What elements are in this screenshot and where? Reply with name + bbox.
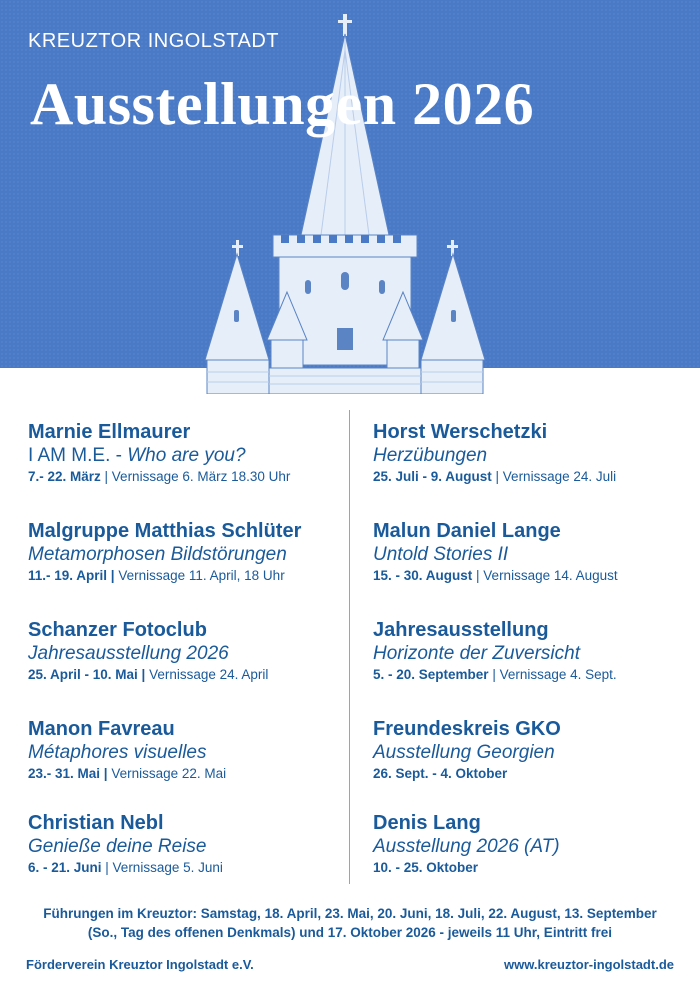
list-item xyxy=(373,420,700,519)
exhibition-dates: 10. - 25. Oktober xyxy=(373,860,479,875)
guided-tours-line-2: (So., Tag des offenen Denkmals) und 17. Oktober 2026 - jeweils 11 Uhr, Eintritt frei xyxy=(87,925,613,940)
organizer-name: Förderverein Kreuztor Ingolstadt e.V. xyxy=(26,957,254,972)
exhibition-dates: 15. - 30. August | Vernissage 14. August xyxy=(373,568,618,583)
exhibition-dates: 26. Sept. - 4. Oktober xyxy=(373,766,508,781)
page-title: Ausstellungen 2026 xyxy=(30,71,535,137)
list-item xyxy=(373,811,700,891)
website-link[interactable]: www.kreuztor-ingolstadt.de xyxy=(504,957,674,972)
guided-tours-note xyxy=(0,904,700,942)
exhibition-title: Horizonte der Zuversicht xyxy=(373,643,580,664)
exhibition-title: Ausstellung 2026 (AT) xyxy=(373,836,560,857)
artist-name: Malun Daniel Lange xyxy=(373,520,561,542)
left-column xyxy=(28,420,358,891)
list-item xyxy=(28,519,358,618)
list-item xyxy=(28,811,358,891)
guided-tours-line-1: Führungen im Kreuztor: Samstag, 18. April, 23. Mai, 20. Juni, 18. Juli, 22. August, 13. September xyxy=(43,906,657,921)
exhibition-title: I AM M.E. - Who are you? xyxy=(28,445,246,466)
right-column xyxy=(373,420,700,891)
exhibition-title: Jahresausstellung 2026 xyxy=(28,643,229,664)
artist-name: Denis Lang xyxy=(373,812,481,834)
exhibition-dates: 11.- 19. April | Vernissage 11. April, 18 Uhr xyxy=(28,568,285,583)
list-item xyxy=(373,717,700,811)
artist-name: Marnie Ellmaurer xyxy=(28,421,191,443)
exhibition-dates: 25. April - 10. Mai | Vernissage 24. April xyxy=(28,667,269,682)
artist-name: Horst Werschetzki xyxy=(373,421,548,443)
artist-name: Malgruppe Matthias Schlüter xyxy=(28,520,302,542)
exhibition-title: Ausstellung Georgien xyxy=(373,742,555,763)
exhibition-title: Untold Stories II xyxy=(373,544,509,565)
exhibition-dates: 6. - 21. Juni | Vernissage 5. Juni xyxy=(28,860,223,875)
list-item xyxy=(373,618,700,717)
list-item xyxy=(373,519,700,618)
exhibition-title: Metamorphosen Bildstörungen xyxy=(28,544,287,565)
kicker: KREUZTOR INGOLSTADT xyxy=(28,30,280,52)
artist-name: Manon Favreau xyxy=(28,718,175,740)
exhibition-dates: 25. Juli - 9. August | Vernissage 24. Juli xyxy=(373,469,617,484)
list-item xyxy=(28,420,358,519)
artist-name: Freundeskreis GKO xyxy=(373,718,561,740)
exhibition-title: Métaphores visuelles xyxy=(28,742,207,763)
list-item xyxy=(28,618,358,717)
artist-name: Schanzer Fotoclub xyxy=(28,619,207,641)
exhibition-columns xyxy=(0,410,700,890)
exhibition-title: Genieße deine Reise xyxy=(28,836,207,857)
artist-name: Christian Nebl xyxy=(28,812,164,834)
exhibition-dates: 23.- 31. Mai | Vernissage 22. Mai xyxy=(28,766,227,781)
exhibition-title: Herzübungen xyxy=(373,445,488,466)
exhibition-dates: 7.- 22. März | Vernissage 6. März 18.30 Uhr xyxy=(28,469,291,484)
kreuztor-castle-illustration xyxy=(195,10,495,394)
list-item xyxy=(28,717,358,811)
artist-name: Jahresausstellung xyxy=(373,619,549,641)
exhibition-dates: 5. - 20. September | Vernissage 4. Sept. xyxy=(373,667,617,682)
